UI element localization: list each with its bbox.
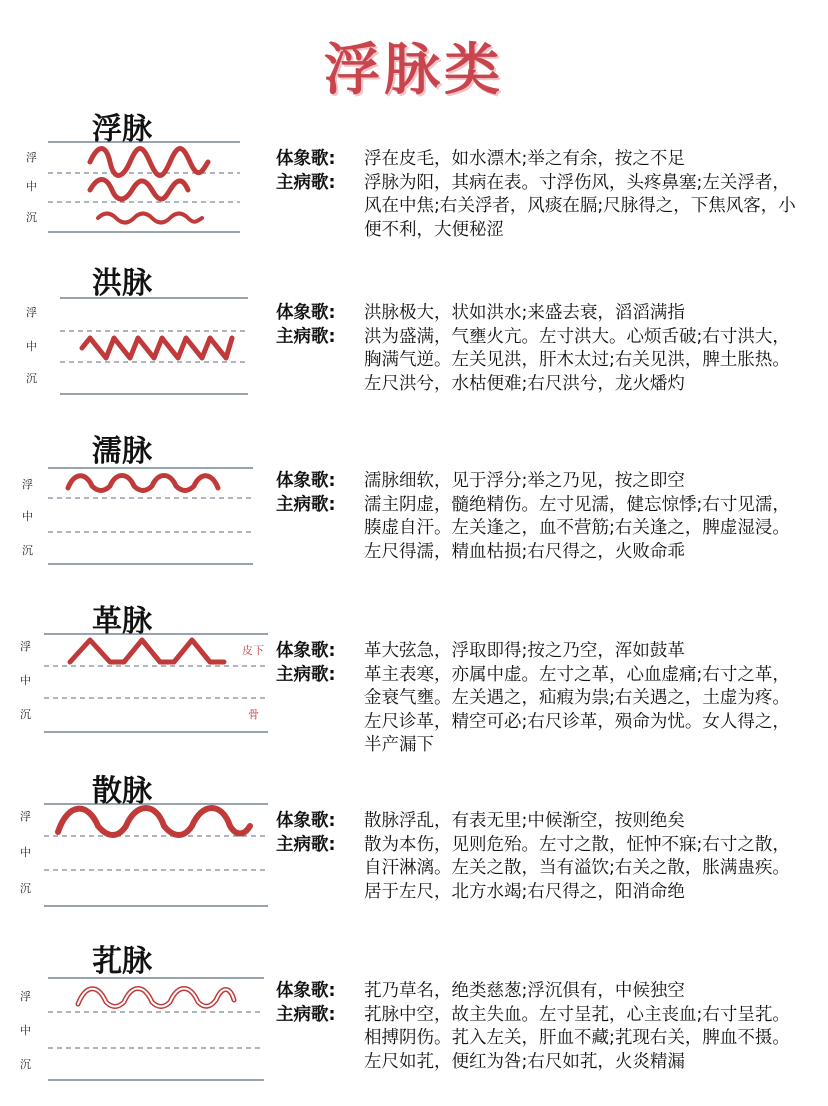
level-label-chen: 沉 bbox=[20, 1058, 31, 1071]
pulse-wave bbox=[58, 808, 250, 835]
pulse-diagram-ru bbox=[18, 462, 273, 572]
level-label-zhong: 中 bbox=[26, 180, 37, 193]
xiang-label: 体象歌: bbox=[276, 303, 336, 323]
level-label-fu: 浮 bbox=[20, 990, 31, 1003]
section-text bbox=[276, 470, 806, 564]
xiang-text: 浮在皮毛，如水漂木;举之有余，按之不足 bbox=[364, 149, 685, 169]
pulse-wave bbox=[68, 476, 218, 491]
level-label-zhong: 中 bbox=[20, 1024, 31, 1037]
section-title: 散脉 bbox=[92, 774, 152, 809]
side-label-pi-xia: 皮下 bbox=[242, 644, 264, 657]
pulse-wave bbox=[82, 338, 232, 358]
bing-label: 主病歌: bbox=[276, 172, 336, 193]
level-label-fu: 浮 bbox=[20, 640, 31, 653]
section-title: 洪脉 bbox=[92, 266, 152, 301]
xiang-text: 濡脉细软，见于浮分;举之乃见，按之即空 bbox=[364, 471, 685, 491]
pulse-wave bbox=[98, 214, 202, 223]
section-text bbox=[276, 810, 806, 904]
page-title: 浮脉类 bbox=[324, 38, 504, 103]
pulse-wave bbox=[78, 989, 234, 1007]
level-label-chen: 沉 bbox=[20, 882, 31, 895]
bing-text: 革主表寒，亦属中虚。左寸之革，心血虚痛;右寸之革，金衰气壅。左关遇之，疝瘕为祟;右关遇之，土虚为疼。左尺诊革，精空可必;右尺诊革，殒命为忧。女人得之，半产漏下 bbox=[364, 664, 790, 755]
bing-text: 濡主阴虚，髓绝精伤。左寸见濡，健忘惊悸;右寸见濡，腠虚自汗。左关逢之，血不营筋;右关逢之，脾虚湿浸。左尺得濡，精血枯损;右尺得之，火败命乖 bbox=[364, 494, 790, 562]
level-label-fu: 浮 bbox=[26, 306, 37, 319]
section-san-mai bbox=[0, 766, 828, 936]
section-title: 濡脉 bbox=[92, 434, 152, 469]
bing-text: 洪为盛满，气壅火亢。左寸洪大。心烦舌破;右寸洪大，胸满气逆。左关见洪，肝木太过;右关见洪，脾土胀热。左尺洪兮，水枯便难;右尺洪兮，龙火燔灼 bbox=[364, 326, 790, 394]
section-ge-mai bbox=[0, 596, 828, 766]
level-label-chen: 沉 bbox=[26, 372, 37, 385]
bing-text: 散为本伤，见则危殆。左寸之散，怔忡不寐;右寸之散，自汗淋漓。左关之散，当有溢饮;右关之散，胀满蛊疾。居于左尺，北方水竭;右尺得之，阳消命绝 bbox=[364, 834, 790, 902]
section-title: 芤脉 bbox=[92, 944, 152, 979]
xiang-text: 洪脉极大，状如洪水;来盛去衰，滔滔满指 bbox=[364, 303, 685, 323]
section-text bbox=[276, 302, 806, 396]
xiang-label: 体象歌: bbox=[276, 149, 336, 169]
xiang-label: 体象歌: bbox=[276, 471, 336, 491]
level-label-zhong: 中 bbox=[22, 510, 33, 523]
bing-label: 主病歌: bbox=[276, 834, 336, 855]
pulse-wave bbox=[90, 149, 208, 176]
section-title: 革脉 bbox=[92, 604, 152, 639]
bing-label: 主病歌: bbox=[276, 494, 336, 515]
side-label-gu: 骨 bbox=[248, 708, 259, 721]
level-label-chen: 沉 bbox=[26, 211, 37, 224]
bing-text: 浮脉为阳，其病在表。寸浮伤风，头疼鼻塞;左关浮者，风在中焦;右关浮者，风痰在膈;尺脉得之，下焦风客，小便不利，大便秘涩 bbox=[364, 172, 796, 240]
bing-text: 芤脉中空，故主失血。左寸呈芤，心主丧血;右寸呈芤。相搏阴伤。芤入左关，肝血不藏;芤现右关，脾血不摄。左尺如芤，便红为咎;右尺如芤，火炎精漏 bbox=[364, 1004, 790, 1072]
bing-label: 主病歌: bbox=[276, 664, 336, 685]
xiang-text: 芤乃草名，绝类慈葱;浮沉俱有，中候独空 bbox=[364, 981, 685, 1001]
level-label-fu: 浮 bbox=[22, 478, 33, 491]
pulse-diagram-fu bbox=[18, 140, 273, 250]
pulse-diagram-kou bbox=[18, 972, 273, 1082]
level-label-chen: 沉 bbox=[22, 544, 33, 557]
xiang-label: 体象歌: bbox=[276, 811, 336, 831]
pulse-diagram-ge bbox=[18, 632, 273, 742]
xiang-label: 体象歌: bbox=[276, 641, 336, 661]
section-kou-mai bbox=[0, 936, 828, 1106]
level-label-fu: 浮 bbox=[20, 810, 31, 823]
level-label-zhong: 中 bbox=[20, 846, 31, 859]
xiang-text: 革大弦急，浮取即得;按之乃空，浑如鼓革 bbox=[364, 641, 685, 661]
section-text bbox=[276, 640, 806, 758]
section-hong-mai bbox=[0, 258, 828, 428]
section-text bbox=[276, 148, 806, 242]
pulse-wave bbox=[70, 640, 224, 662]
bing-label: 主病歌: bbox=[276, 326, 336, 347]
section-fu-mai bbox=[0, 104, 828, 274]
pulse-diagram-hong bbox=[18, 294, 273, 404]
level-label-zhong: 中 bbox=[20, 674, 31, 687]
xiang-text: 散脉浮乱，有表无里;中候渐空，按则绝矣 bbox=[364, 811, 685, 831]
pulse-wave bbox=[90, 180, 188, 200]
section-title: 浮脉 bbox=[92, 112, 152, 147]
section-ru-mai bbox=[0, 426, 828, 596]
bing-label: 主病歌: bbox=[276, 1004, 336, 1025]
level-label-chen: 沉 bbox=[20, 708, 31, 721]
level-label-fu: 浮 bbox=[26, 151, 37, 164]
level-label-zhong: 中 bbox=[26, 340, 37, 353]
xiang-label: 体象歌: bbox=[276, 981, 336, 1001]
pulse-diagram-san bbox=[18, 802, 273, 912]
section-text bbox=[276, 980, 806, 1074]
